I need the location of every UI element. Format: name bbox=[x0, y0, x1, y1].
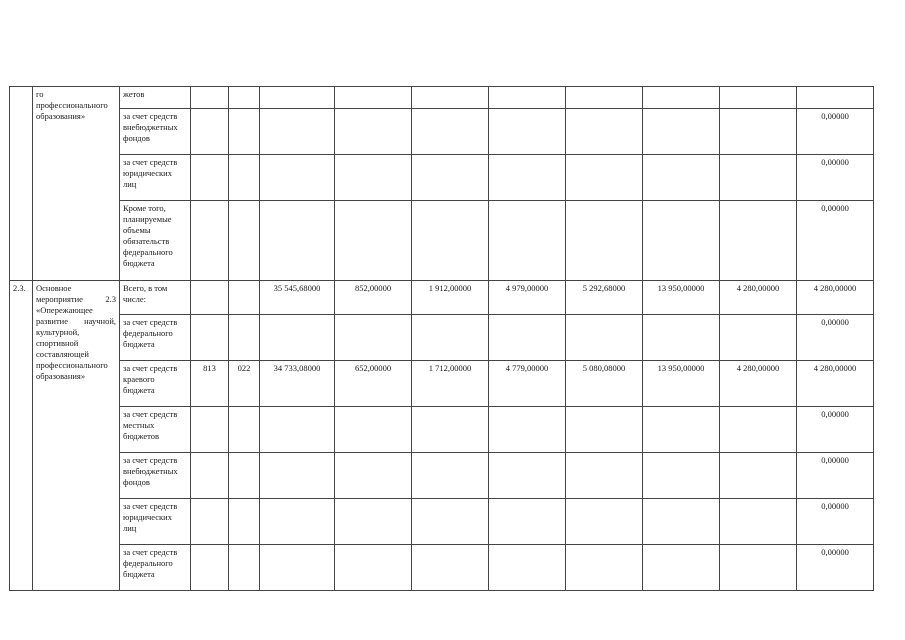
value-cell bbox=[643, 545, 720, 591]
table-row bbox=[10, 87, 874, 109]
value-cell bbox=[489, 315, 566, 361]
value-cell bbox=[412, 201, 489, 281]
value-cell bbox=[412, 407, 489, 453]
value-cell bbox=[335, 155, 412, 201]
value-cell: 852,00000 bbox=[335, 281, 412, 315]
value-cell bbox=[412, 87, 489, 109]
value-cell bbox=[489, 201, 566, 281]
value-cell bbox=[566, 407, 643, 453]
value-cell bbox=[566, 201, 643, 281]
funding-source-cell: за счет средств местных бюджетов bbox=[120, 407, 191, 453]
section-code-cell bbox=[229, 545, 260, 591]
section-code-cell bbox=[229, 109, 260, 155]
value-cell bbox=[335, 109, 412, 155]
value-cell: 13 950,00000 bbox=[643, 281, 720, 315]
gov-code-cell bbox=[191, 87, 229, 109]
activity-name-cell: го профессионального образования» bbox=[33, 87, 120, 281]
value-cell bbox=[720, 545, 797, 591]
value-cell: 0,00000 bbox=[797, 201, 874, 281]
funding-source-cell: за счет средств краевого бюджета bbox=[120, 361, 191, 407]
value-cell bbox=[412, 315, 489, 361]
section-code-cell bbox=[229, 499, 260, 545]
value-cell: 4 280,00000 bbox=[797, 281, 874, 315]
value-cell bbox=[643, 109, 720, 155]
row-number-cell bbox=[10, 87, 33, 281]
value-cell bbox=[720, 87, 797, 109]
value-cell bbox=[643, 201, 720, 281]
value-cell bbox=[412, 155, 489, 201]
table-row bbox=[10, 453, 874, 499]
value-cell: 652,00000 bbox=[335, 361, 412, 407]
value-cell bbox=[489, 155, 566, 201]
value-cell bbox=[489, 545, 566, 591]
value-cell: 0,00000 bbox=[797, 545, 874, 591]
gov-code-cell bbox=[191, 281, 229, 315]
table-row bbox=[10, 407, 874, 453]
funding-source-cell: жетов bbox=[120, 87, 191, 109]
table-row bbox=[10, 361, 874, 407]
value-cell bbox=[566, 499, 643, 545]
value-cell bbox=[489, 499, 566, 545]
section-code-cell bbox=[229, 407, 260, 453]
value-cell bbox=[412, 453, 489, 499]
funding-source-cell: за счет средств внебюджетных фондов bbox=[120, 453, 191, 499]
funding-source-cell: Всего, в том числе: bbox=[120, 281, 191, 315]
value-cell bbox=[335, 453, 412, 499]
gov-code-cell bbox=[191, 499, 229, 545]
gov-code-cell bbox=[191, 315, 229, 361]
value-cell: 0,00000 bbox=[797, 499, 874, 545]
gov-code-cell bbox=[191, 407, 229, 453]
table-row bbox=[10, 155, 874, 201]
value-cell bbox=[643, 453, 720, 499]
value-cell: 0,00000 bbox=[797, 155, 874, 201]
value-cell bbox=[797, 87, 874, 109]
value-cell bbox=[720, 109, 797, 155]
value-cell bbox=[566, 87, 643, 109]
value-cell: 1 912,00000 bbox=[412, 281, 489, 315]
value-cell bbox=[260, 453, 335, 499]
section-code-cell: 022 bbox=[229, 361, 260, 407]
section-code-cell bbox=[229, 315, 260, 361]
value-cell bbox=[720, 155, 797, 201]
value-cell bbox=[643, 87, 720, 109]
value-cell bbox=[260, 201, 335, 281]
value-cell: 0,00000 bbox=[797, 109, 874, 155]
gov-code-cell bbox=[191, 201, 229, 281]
funding-source-cell: за счет средств федерального бюджета bbox=[120, 315, 191, 361]
section-code-cell bbox=[229, 281, 260, 315]
value-cell bbox=[260, 109, 335, 155]
value-cell bbox=[720, 499, 797, 545]
value-cell bbox=[335, 407, 412, 453]
funding-source-cell: Кроме того, планируемые объемы обязательств федерального бюджета bbox=[120, 201, 191, 281]
value-cell bbox=[566, 545, 643, 591]
value-cell: 4 280,00000 bbox=[720, 361, 797, 407]
table-row bbox=[10, 281, 874, 315]
funding-source-cell: за счет средств юридических лиц bbox=[120, 155, 191, 201]
value-cell bbox=[260, 499, 335, 545]
value-cell bbox=[335, 499, 412, 545]
value-cell bbox=[335, 315, 412, 361]
value-cell bbox=[489, 407, 566, 453]
section-code-cell bbox=[229, 453, 260, 499]
value-cell bbox=[566, 109, 643, 155]
gov-code-cell bbox=[191, 109, 229, 155]
value-cell: 5 080,08000 bbox=[566, 361, 643, 407]
value-cell: 0,00000 bbox=[797, 407, 874, 453]
value-cell bbox=[335, 545, 412, 591]
value-cell bbox=[335, 87, 412, 109]
gov-code-cell bbox=[191, 155, 229, 201]
budget-table bbox=[9, 86, 874, 591]
table-row bbox=[10, 315, 874, 361]
value-cell bbox=[489, 109, 566, 155]
value-cell bbox=[566, 155, 643, 201]
gov-code-cell: 813 bbox=[191, 361, 229, 407]
section-code-cell bbox=[229, 155, 260, 201]
value-cell bbox=[720, 201, 797, 281]
value-cell bbox=[260, 407, 335, 453]
activity-name-cell: Основное мероприятие 2.3 «Опережающее развитие научной, культурной, спортивной составляющей профессионального образования» bbox=[33, 281, 120, 591]
value-cell bbox=[643, 499, 720, 545]
value-cell: 13 950,00000 bbox=[643, 361, 720, 407]
table-row bbox=[10, 545, 874, 591]
table-row bbox=[10, 109, 874, 155]
value-cell bbox=[489, 87, 566, 109]
value-cell bbox=[643, 155, 720, 201]
table-row bbox=[10, 201, 874, 281]
value-cell: 0,00000 bbox=[797, 453, 874, 499]
value-cell: 5 292,68000 bbox=[566, 281, 643, 315]
value-cell bbox=[720, 315, 797, 361]
value-cell: 4 979,00000 bbox=[489, 281, 566, 315]
value-cell bbox=[335, 201, 412, 281]
value-cell bbox=[260, 315, 335, 361]
value-cell: 4 280,00000 bbox=[720, 281, 797, 315]
value-cell bbox=[720, 407, 797, 453]
gov-code-cell bbox=[191, 453, 229, 499]
table-row bbox=[10, 499, 874, 545]
value-cell bbox=[643, 407, 720, 453]
funding-source-cell: за счет средств федерального бюджета bbox=[120, 545, 191, 591]
value-cell bbox=[566, 453, 643, 499]
value-cell bbox=[489, 453, 566, 499]
value-cell bbox=[643, 315, 720, 361]
value-cell bbox=[260, 87, 335, 109]
value-cell: 4 280,00000 bbox=[797, 361, 874, 407]
section-code-cell bbox=[229, 201, 260, 281]
value-cell bbox=[412, 545, 489, 591]
funding-source-cell: за счет средств юридических лиц bbox=[120, 499, 191, 545]
funding-source-cell: за счет средств внебюджетных фондов bbox=[120, 109, 191, 155]
value-cell: 1 712,00000 bbox=[412, 361, 489, 407]
value-cell bbox=[566, 315, 643, 361]
section-code-cell bbox=[229, 87, 260, 109]
value-cell bbox=[412, 109, 489, 155]
value-cell: 4 779,00000 bbox=[489, 361, 566, 407]
value-cell: 34 733,08000 bbox=[260, 361, 335, 407]
value-cell: 35 545,68000 bbox=[260, 281, 335, 315]
value-cell: 0,00000 bbox=[797, 315, 874, 361]
value-cell bbox=[720, 453, 797, 499]
row-number-cell: 2.3. bbox=[10, 281, 33, 591]
gov-code-cell bbox=[191, 545, 229, 591]
value-cell bbox=[260, 155, 335, 201]
value-cell bbox=[260, 545, 335, 591]
value-cell bbox=[412, 499, 489, 545]
